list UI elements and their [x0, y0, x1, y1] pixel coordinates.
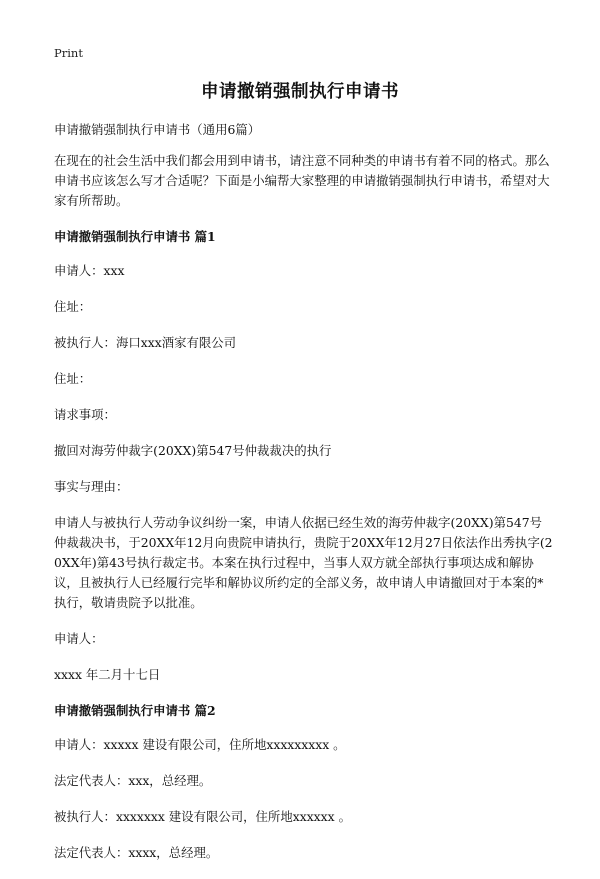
section-heading-1: 申请撤销强制执行申请书 篇1 — [54, 229, 216, 244]
page-title: 申请撤销强制执行申请书 — [201, 82, 399, 102]
respondent-line: 被执行人：海口xxx酒家有限公司 — [54, 335, 237, 350]
address-line: 住址： — [54, 299, 92, 314]
document-body — [54, 120, 554, 879]
facts-label: 事实与理由： — [54, 479, 129, 494]
facts-paragraph: 申请人与被执行人劳动争议纠纷一案，申请人依据已经生效的海劳仲裁字(20XX)第547号仲裁裁决书，于20XX年12月向贵院申请执行，贵院于20XX年12月27日依法作出秀执字(20XX年)第43号执行裁定书。本案在执行过程中，当事人双方就全部执行事项达成和解协议，且被执行人已经履行完毕和解协议所约定的全部义务，故申请人申请撤回对于本案的*执行，敬请贵院予以批准。 — [54, 515, 553, 610]
request-text: 撤回对海劳仲裁字(20XX)第547号仲裁裁决的执行 — [54, 443, 332, 458]
respondent-line: 被执行人：xxxxxxx 建设有限公司，住所地xxxxxx 。 — [54, 809, 351, 824]
legal-representative-line: 法定代表人：xxxx，总经理。 — [54, 845, 219, 860]
legal-representative-line: 法定代表人：xxx，总经理。 — [54, 773, 212, 788]
applicant-line: 申请人：xxxxx 建设有限公司，住所地xxxxxxxxx 。 — [54, 737, 346, 752]
signature-line: 申请人： — [54, 631, 104, 646]
section-heading-2: 申请撤销强制执行申请书 篇2 — [54, 703, 216, 718]
applicant-line: 申请人：xxx — [54, 263, 125, 278]
document-subtitle: 申请撤销强制执行申请书（通用6篇） — [54, 122, 261, 137]
address-line: 住址： — [54, 371, 92, 386]
print-label: Print — [54, 46, 83, 60]
date-line: xxxx 年二月十七日 — [54, 667, 161, 682]
request-label: 请求事项： — [54, 407, 116, 422]
intro-paragraph: 在现在的社会生活中我们都会用到申请书，请注意不同种类的申请书有着不同的格式。那么申请书应该怎么写才合适呢？下面是小编帮大家整理的申请撤销强制执行申请书，希望对大家有所帮助。 — [54, 153, 550, 208]
